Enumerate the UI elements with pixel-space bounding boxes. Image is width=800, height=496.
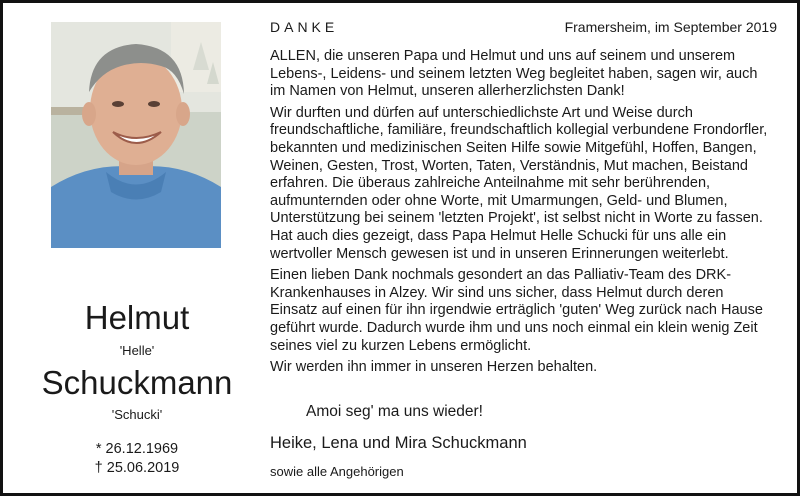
paragraph-hearts: Wir werden ihn immer in unseren Herzen behalten. bbox=[270, 359, 598, 376]
paragraph-palliative: Einen lieben Dank nochmals gesondert an das Palliativ-Team des DRK-Krankenhauses in Alzey. Wir sind uns sicher, dass Helmut durch deren Einsatz auf einen für ihn irgendwie erträglich 'guten' Weg zurück nach Hause geführt wurde. Dadurch wurde ihm und uns noch einmal ein klein wenig Zeit seines viel zu kurzen Lebens ermöglicht. bbox=[270, 267, 763, 354]
paragraph-thanks: ALLEN, die unseren Papa und Helmut und uns auf seinem und unserem Lebens-, Leidens- und seinem letzten Weg begleitet haben, sagen wir, auch im Namen von Helmut, unseren allerherzlichsten Dank! bbox=[270, 48, 758, 100]
portrait-photo bbox=[51, 22, 221, 248]
first-name: Helmut bbox=[84, 299, 190, 336]
nickname-schucki: 'Schucki' bbox=[111, 407, 163, 422]
heading-danke: DANKE bbox=[270, 19, 339, 35]
signers: Heike, Lena und Mira Schuckmann bbox=[270, 434, 527, 452]
place-date: Framersheim, im September 2019 bbox=[564, 19, 777, 35]
death-date: † 25.06.2019 bbox=[94, 460, 180, 476]
portrait-illustration bbox=[51, 22, 221, 248]
message-body bbox=[270, 48, 770, 381]
last-name: Schuckmann bbox=[41, 364, 233, 401]
nickname-helle: 'Helle' bbox=[119, 343, 155, 358]
relatives: sowie alle Angehörigen bbox=[270, 464, 404, 479]
farewell-line: Amoi seg' ma uns wieder! bbox=[306, 403, 483, 420]
paragraph-support: Wir durften und dürfen auf unterschiedlichste Art und Weise durch freundschaftliche, familiäre, freundschaftlich kollegial verbundene Frondorfler, bekannten und medizinischen Seiten Hilfe sowie Mitgefühl, Hoffen, Bangen, Weinen, Gesten, Trost, Worten, Taten, Verständnis, Mut machen, Beistand erfahren. Die überaus zahlreiche Anteilnahme mit sehr berührenden, aufmunternden oder ohne Worte, mit Umarmungen, Geld- und Blumen, Unterstützung bei seinem 'letzten Projekt', ist selbst nicht in Worte zu fassen. Hat auch dies gezeigt, dass Papa Helmut Helle Schucki für uns alle ein wertvoller Mensch gewesen ist und in unseren Erinnerungen weiterlebt. bbox=[270, 104, 768, 262]
birth-date: * 26.12.1969 bbox=[95, 441, 179, 457]
